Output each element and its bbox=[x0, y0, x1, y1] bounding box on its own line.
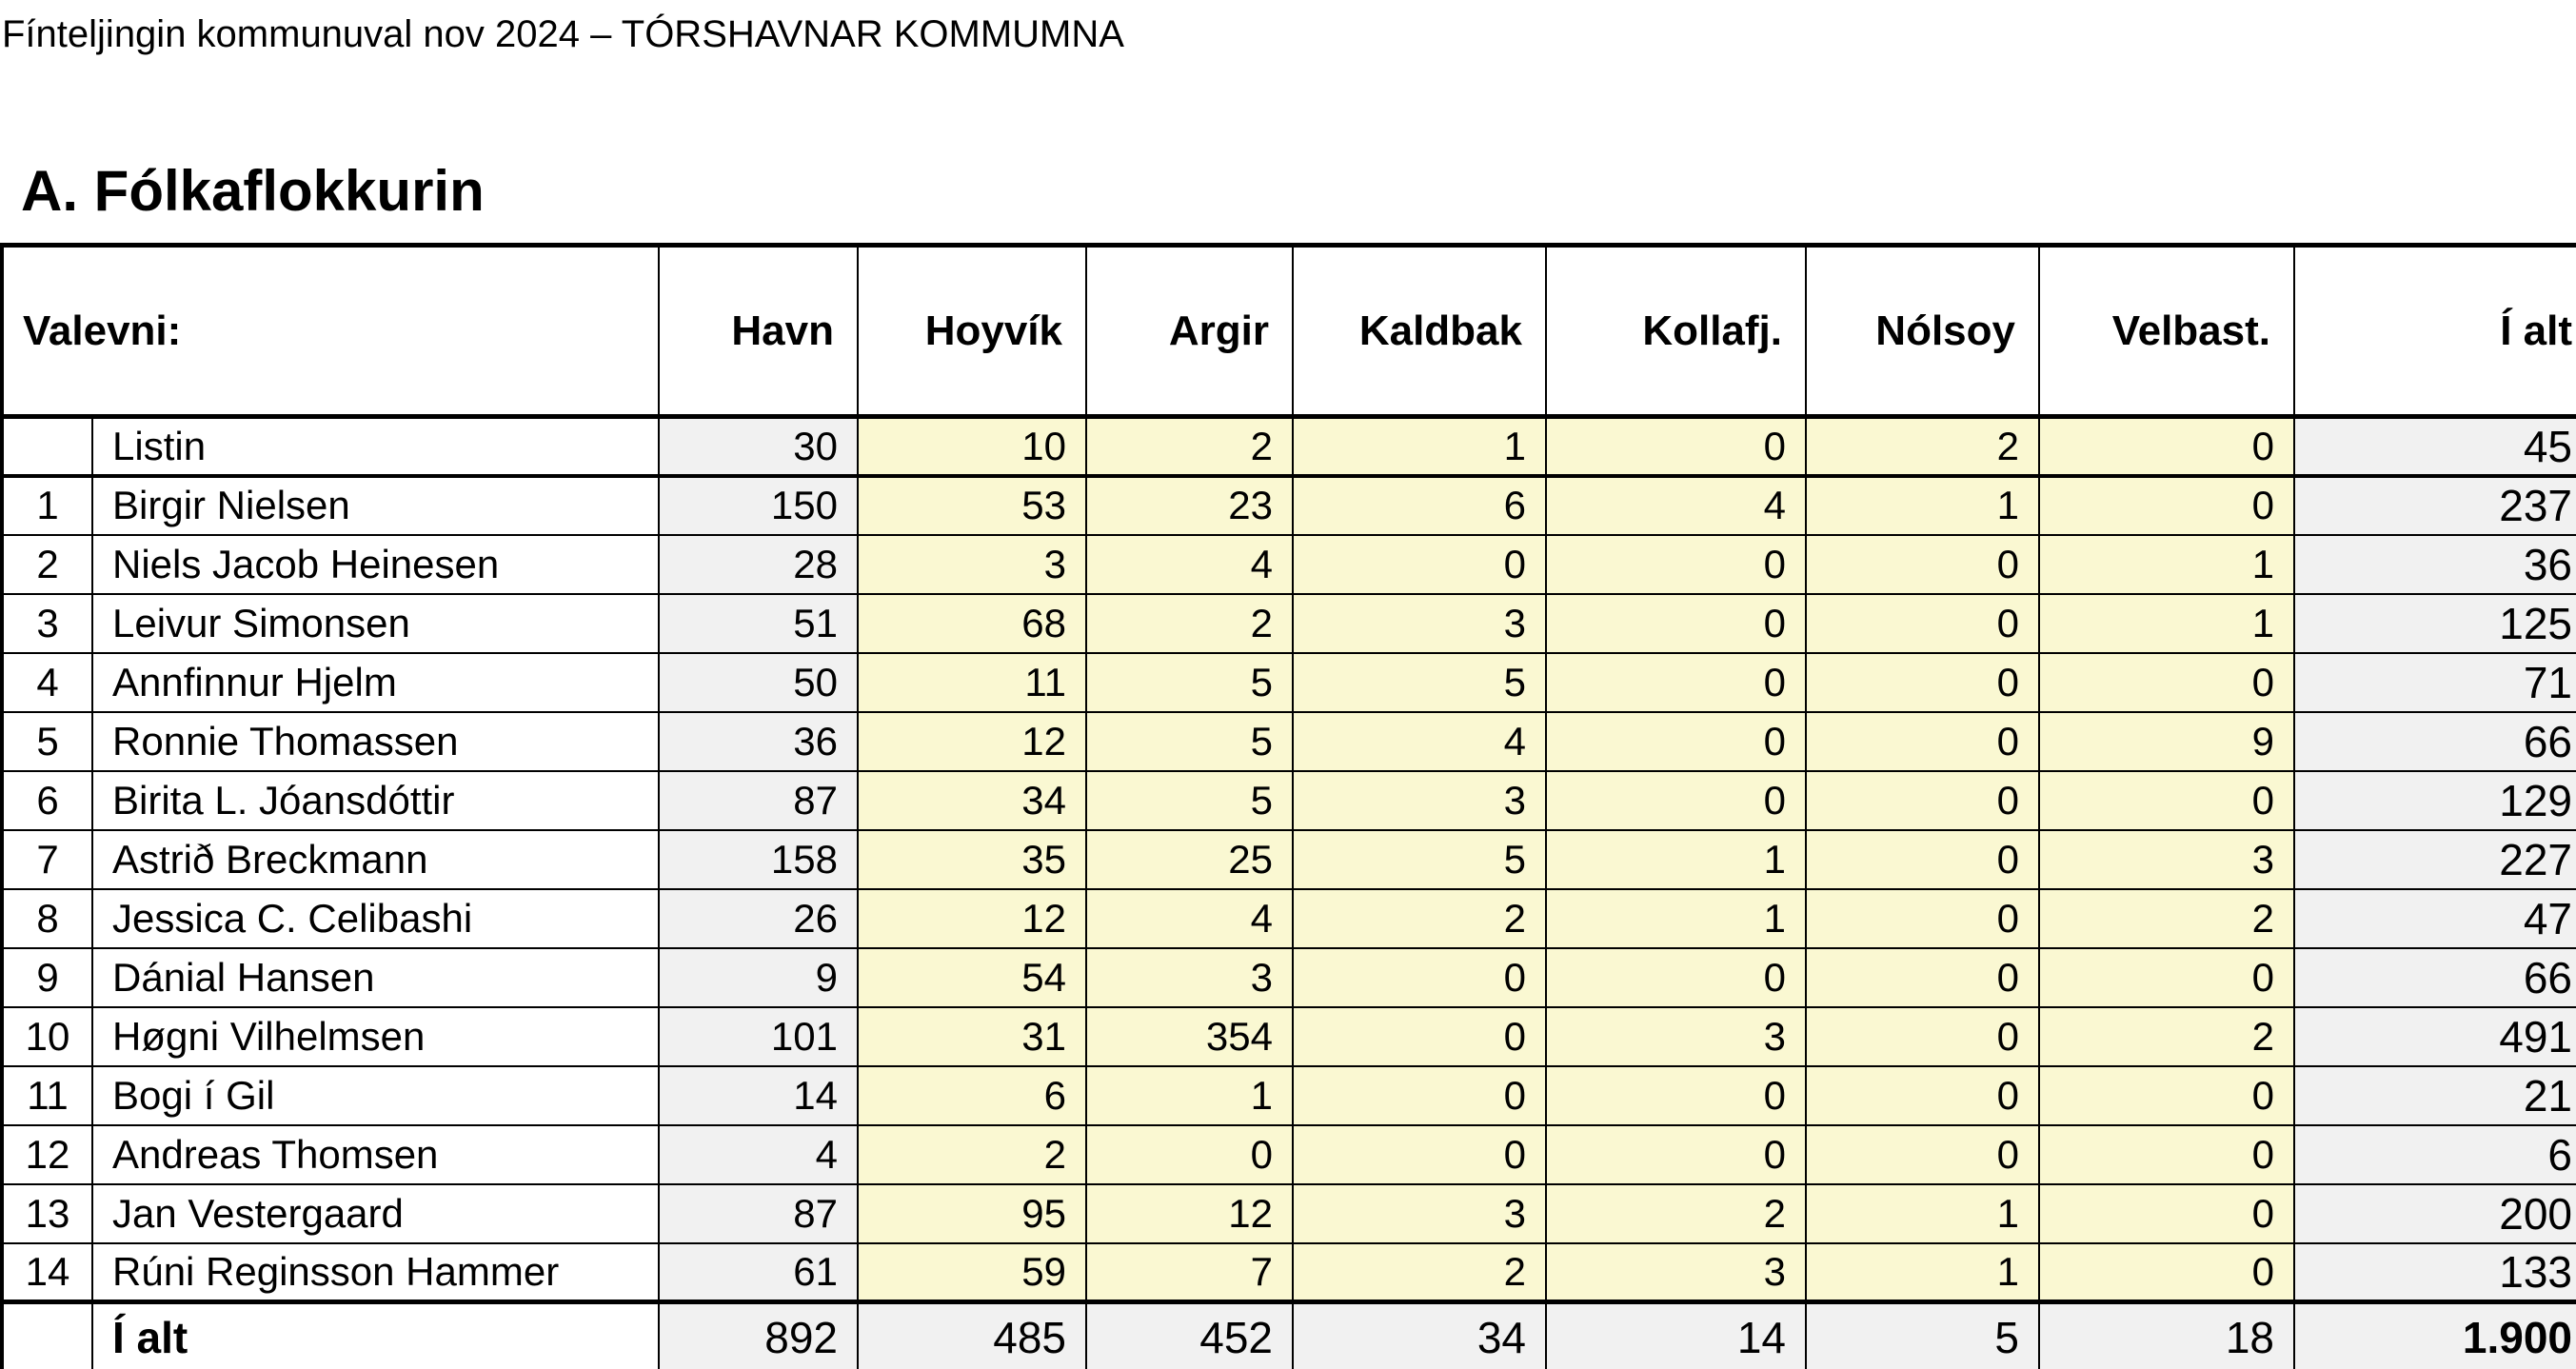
vote-cell-velbast: 0 bbox=[2039, 1243, 2294, 1302]
total-vote-cell-velbast: 18 bbox=[2039, 1302, 2294, 1369]
vote-cell-nolsoy: 0 bbox=[1806, 594, 2039, 653]
vote-cell-argir: 5 bbox=[1086, 653, 1293, 712]
rank-cell: 3 bbox=[2, 594, 92, 653]
vote-cell-havn: 158 bbox=[659, 830, 858, 889]
vote-cell-argir: 354 bbox=[1086, 1007, 1293, 1066]
candidate-name-cell: Leivur Simonsen bbox=[92, 594, 659, 653]
vote-cell-argir: 7 bbox=[1086, 1243, 1293, 1302]
vote-cell-kollafj: 0 bbox=[1546, 1066, 1806, 1125]
table-row bbox=[2, 1007, 2576, 1066]
vote-cell-argir: 4 bbox=[1086, 535, 1293, 594]
vote-cell-havn: 14 bbox=[659, 1066, 858, 1125]
vote-cell-argir: 4 bbox=[1086, 889, 1293, 948]
header-nolsoy: Nólsoy bbox=[1806, 246, 2039, 417]
vote-cell-argir: 2 bbox=[1086, 594, 1293, 653]
vote-cell-kaldbak: 2 bbox=[1293, 1243, 1546, 1302]
table-row bbox=[2, 1243, 2576, 1302]
vote-cell-kollafj: 0 bbox=[1546, 417, 1806, 476]
candidate-name-cell: Høgni Vilhelmsen bbox=[92, 1007, 659, 1066]
row-total-cell: 36 bbox=[2294, 535, 2576, 594]
vote-cell-kaldbak: 5 bbox=[1293, 653, 1546, 712]
vote-cell-hoyvik: 11 bbox=[858, 653, 1086, 712]
candidate-name-cell: Niels Jacob Heinesen bbox=[92, 535, 659, 594]
vote-cell-velbast: 0 bbox=[2039, 653, 2294, 712]
vote-cell-kollafj: 0 bbox=[1546, 535, 1806, 594]
vote-cell-hoyvik: 12 bbox=[858, 889, 1086, 948]
rank-cell: 5 bbox=[2, 712, 92, 771]
vote-cell-nolsoy: 0 bbox=[1806, 771, 2039, 830]
vote-cell-argir: 0 bbox=[1086, 1125, 1293, 1184]
table-row bbox=[2, 830, 2576, 889]
vote-cell-havn: 30 bbox=[659, 417, 858, 476]
vote-cell-nolsoy: 1 bbox=[1806, 1184, 2039, 1243]
rank-cell: 8 bbox=[2, 889, 92, 948]
vote-cell-hoyvik: 10 bbox=[858, 417, 1086, 476]
rank-cell: 10 bbox=[2, 1007, 92, 1066]
vote-cell-hoyvik: 35 bbox=[858, 830, 1086, 889]
vote-cell-nolsoy: 0 bbox=[1806, 830, 2039, 889]
vote-cell-kaldbak: 4 bbox=[1293, 712, 1546, 771]
vote-cell-argir: 23 bbox=[1086, 476, 1293, 535]
vote-cell-havn: 36 bbox=[659, 712, 858, 771]
total-vote-cell-hoyvik: 485 bbox=[858, 1302, 1086, 1369]
vote-cell-havn: 50 bbox=[659, 653, 858, 712]
vote-cell-kollafj: 0 bbox=[1546, 653, 1806, 712]
header-hoyvik: Hoyvík bbox=[858, 246, 1086, 417]
vote-cell-havn: 150 bbox=[659, 476, 858, 535]
vote-cell-kaldbak: 0 bbox=[1293, 1066, 1546, 1125]
candidate-name-cell: Jan Vestergaard bbox=[92, 1184, 659, 1243]
vote-cell-hoyvik: 12 bbox=[858, 712, 1086, 771]
vote-cell-havn: 51 bbox=[659, 594, 858, 653]
vote-cell-kollafj: 1 bbox=[1546, 889, 1806, 948]
vote-cell-velbast: 9 bbox=[2039, 712, 2294, 771]
total-vote-cell-havn: 892 bbox=[659, 1302, 858, 1369]
vote-cell-kollafj: 2 bbox=[1546, 1184, 1806, 1243]
vote-cell-nolsoy: 2 bbox=[1806, 417, 2039, 476]
candidate-name-cell: Jessica C. Celibashi bbox=[92, 889, 659, 948]
rank-cell bbox=[2, 417, 92, 476]
table-row bbox=[2, 535, 2576, 594]
candidate-name-cell: Dánial Hansen bbox=[92, 948, 659, 1007]
results-table bbox=[0, 243, 2576, 1369]
vote-cell-kollafj: 0 bbox=[1546, 712, 1806, 771]
table-row bbox=[2, 653, 2576, 712]
document-header: Fínteljingin kommunuval nov 2024 – TÓRSHAVNAR KOMMUMNA bbox=[2, 13, 1124, 55]
candidate-name-cell: Andreas Thomsen bbox=[92, 1125, 659, 1184]
vote-cell-hoyvik: 95 bbox=[858, 1184, 1086, 1243]
vote-cell-kaldbak: 3 bbox=[1293, 1184, 1546, 1243]
vote-cell-velbast: 0 bbox=[2039, 1125, 2294, 1184]
vote-cell-kollafj: 3 bbox=[1546, 1007, 1806, 1066]
rank-cell: 2 bbox=[2, 535, 92, 594]
vote-cell-kaldbak: 1 bbox=[1293, 417, 1546, 476]
row-total-cell: 6 bbox=[2294, 1125, 2576, 1184]
rank-cell: 7 bbox=[2, 830, 92, 889]
vote-cell-havn: 4 bbox=[659, 1125, 858, 1184]
vote-cell-kollafj: 0 bbox=[1546, 948, 1806, 1007]
row-total-cell: 237 bbox=[2294, 476, 2576, 535]
table-row bbox=[2, 1066, 2576, 1125]
header-argir: Argir bbox=[1086, 246, 1293, 417]
row-total-cell: 45 bbox=[2294, 417, 2576, 476]
vote-cell-nolsoy: 0 bbox=[1806, 1125, 2039, 1184]
row-total-cell: 21 bbox=[2294, 1066, 2576, 1125]
vote-cell-velbast: 2 bbox=[2039, 1007, 2294, 1066]
row-total-cell: 491 bbox=[2294, 1007, 2576, 1066]
vote-cell-kollafj: 0 bbox=[1546, 771, 1806, 830]
vote-cell-velbast: 0 bbox=[2039, 771, 2294, 830]
vote-cell-argir: 1 bbox=[1086, 1066, 1293, 1125]
table-row bbox=[2, 948, 2576, 1007]
header-valevni: Valevni: bbox=[2, 246, 659, 417]
rank-cell: 14 bbox=[2, 1243, 92, 1302]
table-row bbox=[2, 417, 2576, 476]
vote-cell-velbast: 2 bbox=[2039, 889, 2294, 948]
rank-cell: 6 bbox=[2, 771, 92, 830]
table-row bbox=[2, 1184, 2576, 1243]
table-row bbox=[2, 594, 2576, 653]
vote-cell-hoyvik: 68 bbox=[858, 594, 1086, 653]
vote-cell-velbast: 3 bbox=[2039, 830, 2294, 889]
vote-cell-havn: 87 bbox=[659, 771, 858, 830]
table-row bbox=[2, 712, 2576, 771]
rank-cell: 12 bbox=[2, 1125, 92, 1184]
vote-cell-havn: 9 bbox=[659, 948, 858, 1007]
vote-cell-velbast: 1 bbox=[2039, 594, 2294, 653]
vote-cell-havn: 61 bbox=[659, 1243, 858, 1302]
header-kollafj: Kollafj. bbox=[1546, 246, 1806, 417]
vote-cell-velbast: 1 bbox=[2039, 535, 2294, 594]
vote-cell-argir: 25 bbox=[1086, 830, 1293, 889]
rank-cell: 4 bbox=[2, 653, 92, 712]
rank-cell: 13 bbox=[2, 1184, 92, 1243]
vote-cell-velbast: 0 bbox=[2039, 476, 2294, 535]
vote-cell-kollafj: 0 bbox=[1546, 1125, 1806, 1184]
rank-cell: 11 bbox=[2, 1066, 92, 1125]
vote-cell-kollafj: 3 bbox=[1546, 1243, 1806, 1302]
vote-cell-velbast: 0 bbox=[2039, 1184, 2294, 1243]
vote-cell-hoyvik: 54 bbox=[858, 948, 1086, 1007]
vote-cell-kaldbak: 3 bbox=[1293, 594, 1546, 653]
vote-cell-hoyvik: 6 bbox=[858, 1066, 1086, 1125]
vote-cell-argir: 5 bbox=[1086, 771, 1293, 830]
table-row bbox=[2, 1125, 2576, 1184]
rank-cell: 1 bbox=[2, 476, 92, 535]
vote-cell-argir: 5 bbox=[1086, 712, 1293, 771]
vote-cell-havn: 28 bbox=[659, 535, 858, 594]
vote-cell-velbast: 0 bbox=[2039, 1066, 2294, 1125]
vote-cell-hoyvik: 59 bbox=[858, 1243, 1086, 1302]
vote-cell-kaldbak: 2 bbox=[1293, 889, 1546, 948]
vote-cell-kollafj: 0 bbox=[1546, 594, 1806, 653]
vote-cell-kaldbak: 5 bbox=[1293, 830, 1546, 889]
vote-cell-kaldbak: 0 bbox=[1293, 948, 1546, 1007]
candidate-name-cell: Astrið Breckmann bbox=[92, 830, 659, 889]
vote-cell-hoyvik: 31 bbox=[858, 1007, 1086, 1066]
row-total-cell: 125 bbox=[2294, 594, 2576, 653]
header-kaldbak: Kaldbak bbox=[1293, 246, 1546, 417]
row-total-cell: 227 bbox=[2294, 830, 2576, 889]
row-total-cell: 71 bbox=[2294, 653, 2576, 712]
vote-cell-nolsoy: 0 bbox=[1806, 712, 2039, 771]
vote-cell-argir: 2 bbox=[1086, 417, 1293, 476]
vote-cell-nolsoy: 0 bbox=[1806, 535, 2039, 594]
vote-cell-nolsoy: 0 bbox=[1806, 1007, 2039, 1066]
vote-cell-argir: 12 bbox=[1086, 1184, 1293, 1243]
total-row bbox=[2, 1302, 2576, 1369]
vote-cell-kaldbak: 6 bbox=[1293, 476, 1546, 535]
row-total-cell: 66 bbox=[2294, 948, 2576, 1007]
header-havn: Havn bbox=[659, 246, 858, 417]
table-body bbox=[2, 417, 2576, 1302]
vote-cell-nolsoy: 0 bbox=[1806, 948, 2039, 1007]
vote-cell-nolsoy: 0 bbox=[1806, 889, 2039, 948]
header-ialt: Í alt bbox=[2294, 246, 2576, 417]
vote-cell-nolsoy: 0 bbox=[1806, 653, 2039, 712]
candidate-name-cell: Rúni Reginsson Hammer bbox=[92, 1243, 659, 1302]
total-vote-cell-argir: 452 bbox=[1086, 1302, 1293, 1369]
vote-cell-havn: 101 bbox=[659, 1007, 858, 1066]
row-total-cell: 66 bbox=[2294, 712, 2576, 771]
vote-cell-kollafj: 1 bbox=[1546, 830, 1806, 889]
vote-cell-hoyvik: 34 bbox=[858, 771, 1086, 830]
table-row bbox=[2, 476, 2576, 535]
vote-cell-kaldbak: 0 bbox=[1293, 535, 1546, 594]
table-row bbox=[2, 771, 2576, 830]
total-vote-cell-kaldbak: 34 bbox=[1293, 1302, 1546, 1369]
total-vote-cell-nolsoy: 5 bbox=[1806, 1302, 2039, 1369]
candidate-name-cell: Listin bbox=[92, 417, 659, 476]
vote-cell-hoyvik: 3 bbox=[858, 535, 1086, 594]
vote-cell-velbast: 0 bbox=[2039, 948, 2294, 1007]
header-velbast: Velbast. bbox=[2039, 246, 2294, 417]
total-label-cell: Í alt bbox=[92, 1302, 659, 1369]
vote-cell-nolsoy: 0 bbox=[1806, 1066, 2039, 1125]
row-total-cell: 129 bbox=[2294, 771, 2576, 830]
row-total-cell: 200 bbox=[2294, 1184, 2576, 1243]
table-row bbox=[2, 889, 2576, 948]
vote-cell-nolsoy: 1 bbox=[1806, 1243, 2039, 1302]
candidate-name-cell: Ronnie Thomassen bbox=[92, 712, 659, 771]
section-title: A. Fólkaflokkurin bbox=[21, 159, 485, 223]
rank-cell: 9 bbox=[2, 948, 92, 1007]
total-vote-cell-kollafj: 14 bbox=[1546, 1302, 1806, 1369]
row-total-cell: 133 bbox=[2294, 1243, 2576, 1302]
vote-cell-havn: 87 bbox=[659, 1184, 858, 1243]
vote-cell-kollafj: 4 bbox=[1546, 476, 1806, 535]
vote-cell-velbast: 0 bbox=[2039, 417, 2294, 476]
vote-cell-kaldbak: 0 bbox=[1293, 1007, 1546, 1066]
vote-cell-nolsoy: 1 bbox=[1806, 476, 2039, 535]
grand-total-cell: 1.900 bbox=[2294, 1302, 2576, 1369]
vote-cell-kaldbak: 0 bbox=[1293, 1125, 1546, 1184]
candidate-name-cell: Birita L. Jóansdóttir bbox=[92, 771, 659, 830]
vote-cell-hoyvik: 53 bbox=[858, 476, 1086, 535]
candidate-name-cell: Annfinnur Hjelm bbox=[92, 653, 659, 712]
vote-cell-argir: 3 bbox=[1086, 948, 1293, 1007]
row-total-cell: 47 bbox=[2294, 889, 2576, 948]
vote-cell-kaldbak: 3 bbox=[1293, 771, 1546, 830]
vote-cell-hoyvik: 2 bbox=[858, 1125, 1086, 1184]
table-header-row bbox=[2, 246, 2576, 417]
total-rank-cell bbox=[2, 1302, 92, 1369]
vote-cell-havn: 26 bbox=[659, 889, 858, 948]
candidate-name-cell: Bogi í Gil bbox=[92, 1066, 659, 1125]
candidate-name-cell: Birgir Nielsen bbox=[92, 476, 659, 535]
